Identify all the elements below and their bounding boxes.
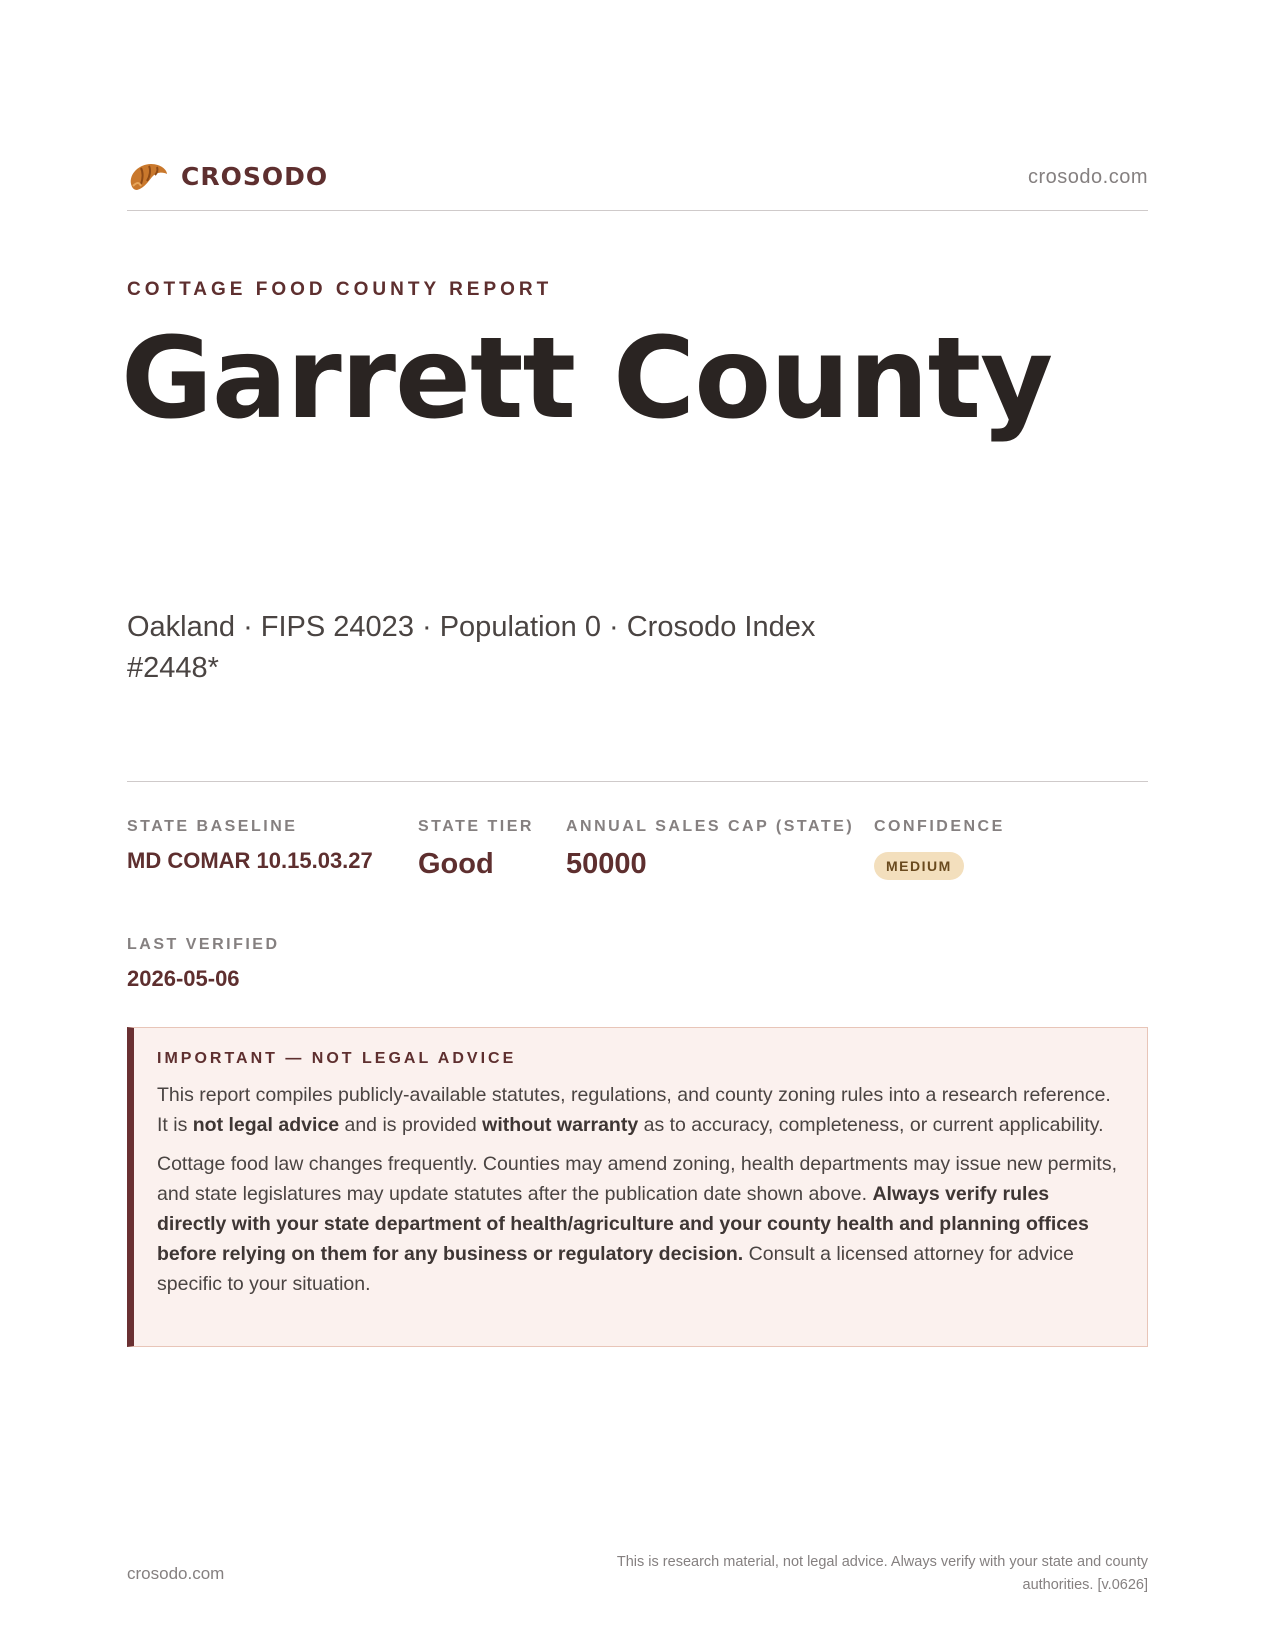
sales-cap-value: 50000 — [566, 848, 647, 880]
site-link[interactable]: crosodo.com — [1028, 166, 1148, 188]
notice-paragraph-1: This report compiles publicly-available statutes, regulations, and county zoning rules into a research reference. It is not legal advice and is provided without warranty as to accuracy, completeness, or current applicability. — [157, 1084, 1111, 1136]
state-baseline-value: MD COMAR 10.15.03.27 — [127, 848, 373, 873]
brand-name: CROSODO — [181, 161, 329, 191]
last-verified-value: 2026-05-06 — [127, 966, 240, 991]
meta-state-tier — [418, 818, 534, 881]
section-divider — [127, 781, 1148, 782]
confidence-label: CONFIDENCE — [874, 818, 1005, 835]
report-header — [127, 158, 1148, 211]
state-baseline-label: STATE BASELINE — [127, 818, 298, 835]
croissant-icon — [127, 158, 169, 194]
notice-paragraph-2: Cottage food law changes frequently. Counties may amend zoning, health departments may issue new permits, and state legislatures may update statutes after the publication date shown above. Always verify rules directly with your state department of health/agriculture and your county health and planning offices before relying on them for any business or regulatory decision. Consult a licensed attorney for advice specific to your situation. — [157, 1153, 1117, 1295]
footer-site-link[interactable]: crosodo.com — [127, 1564, 225, 1583]
sales-cap-label: ANNUAL SALES CAP (STATE) — [566, 818, 855, 835]
meta-state-baseline — [127, 818, 373, 874]
meta-sales-cap — [566, 818, 854, 881]
last-verified-label: LAST VERIFIED — [127, 936, 280, 953]
state-tier-value: Good — [418, 848, 494, 880]
page-title: Garrett County — [121, 314, 1053, 444]
state-tier-label: STATE TIER — [418, 818, 534, 835]
report-subtitle: Oakland · FIPS 24023 · Population 0 · Crosodo Index #2448* — [127, 611, 816, 684]
meta-last-verified — [127, 936, 280, 992]
report-eyebrow: COTTAGE FOOD COUNTY REPORT — [127, 279, 553, 300]
brand[interactable] — [127, 158, 328, 194]
notice-title: IMPORTANT — NOT LEGAL ADVICE — [157, 1050, 517, 1067]
meta-confidence — [874, 818, 1005, 880]
confidence-badge: MEDIUM — [874, 852, 964, 880]
legal-notice — [127, 1027, 1148, 1347]
footer-disclaimer: This is research material, not legal advice. Always verify with your state and county authorities. [v.0626] — [616, 1554, 1148, 1593]
